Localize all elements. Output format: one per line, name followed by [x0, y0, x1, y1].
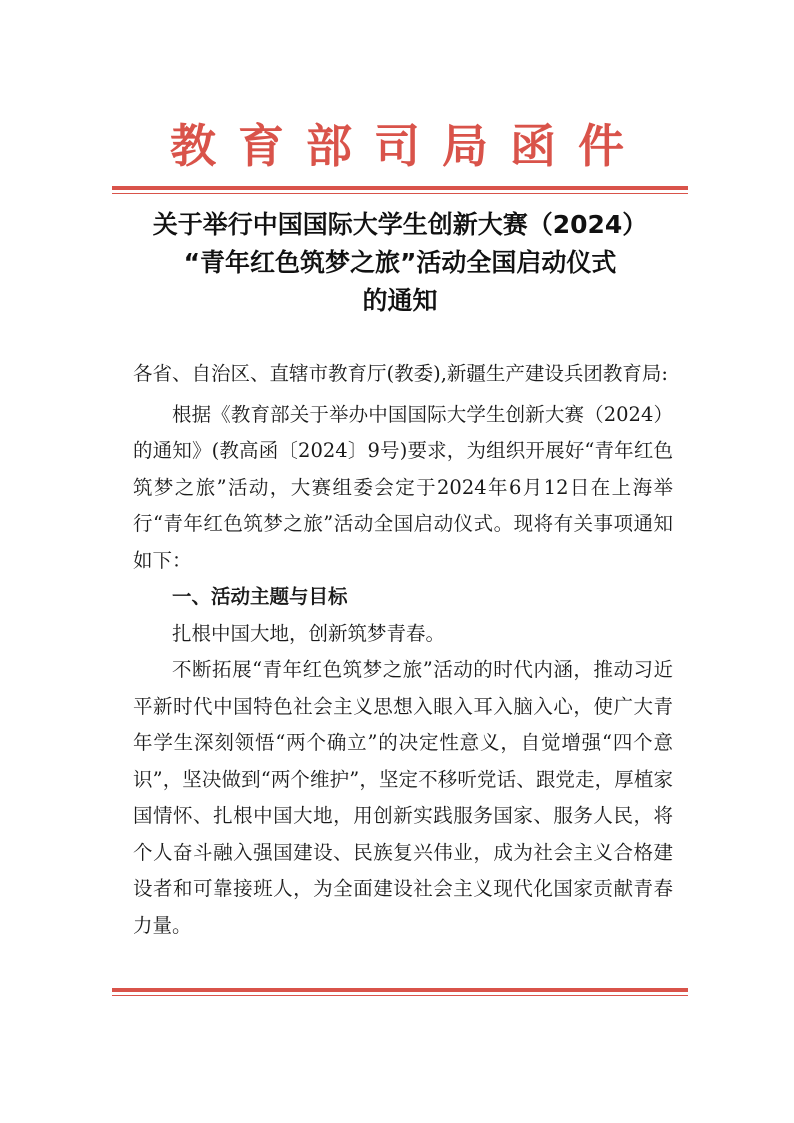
section-heading: 一、活动主题与目标: [172, 585, 348, 608]
paragraph-theme: 扎根中国大地，创新筑梦青春。: [172, 621, 446, 645]
bottom-divider: [112, 988, 688, 996]
top-divider: [112, 186, 688, 194]
document-title: [100, 206, 700, 320]
paragraph-intro: 根据《教育部关于举办中国国际大学生创新大赛（2024）的通知》(教高函〔2024〕9号)要求，为组织开展好“青年红色筑梦之旅”活动，大赛组委会定于2024年6月12日在上海举行“青年红色筑梦之旅”活动全国启动仪式。现将有关事项通知如下：: [133, 402, 673, 572]
title-line-2: “青年红色筑梦之旅”活动全国启动仪式: [183, 248, 617, 277]
document-body: [133, 356, 673, 944]
salutation: 各省、自治区、直辖市教育厅(教委),新疆生产建设兵团教育局:: [133, 362, 668, 385]
title-line-1: 关于举行中国国际大学生创新大赛（2024）: [152, 210, 648, 239]
paragraph-goals: 不断拓展“青年红色筑梦之旅”活动的时代内涵，推动习近平新时代中国特色社会主义思想入眼入耳入脑入心，使广大青年学生深刻领悟“两个确立”的决定性意义，自觉增强“四个意识”，坚决做到“两个维护”，坚定不移听党话、跟党走，厚植家国情怀、扎根中国大地，用创新实践服务国家、服务人民，将个人奋斗融入强国建设、民族复兴伟业，成为社会主义合格建设者和可靠接班人，为全面建设社会主义现代化国家贡献青春力量。: [133, 658, 673, 937]
letterhead: 教育部司局函件: [170, 119, 646, 173]
title-line-3: 的通知: [362, 286, 438, 315]
